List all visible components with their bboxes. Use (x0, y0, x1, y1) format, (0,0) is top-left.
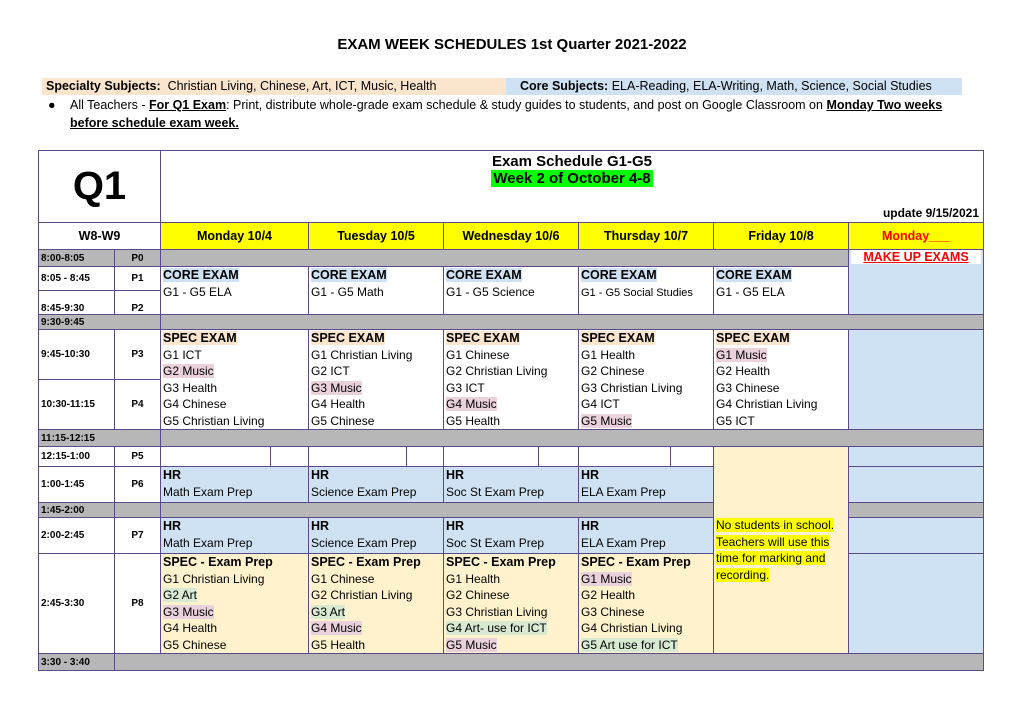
spec-prep-mon: SPEC - Exam Prep G1 Christian Living G2 Art G3 Music G4 Health G5 Chinese (161, 554, 309, 654)
day-wednesday: Wednesday 10/6 (444, 223, 579, 250)
period-p1: P1 (115, 267, 161, 291)
spec-exam-wed: SPEC EXAM G1 Chinese G2 Christian Living G3 ICT G4 Music G5 Health (444, 330, 579, 430)
p5-cell (671, 447, 714, 467)
day-thursday: Thursday 10/7 (579, 223, 714, 250)
gray-bar (849, 503, 984, 518)
time-p6: 1:00-1:45 (39, 467, 115, 503)
period-p0: P0 (115, 250, 161, 267)
period-p2: P2 (115, 291, 161, 315)
core-exam-thu: CORE EXAM G1 - G5 Social Studies (579, 267, 714, 315)
schedule-title: Exam Schedule G1-G5 (491, 153, 653, 170)
hr-prep-wed: HR Soc St Exam Prep (444, 467, 579, 503)
makeup-cell (849, 447, 984, 467)
day-friday: Friday 10/8 (714, 223, 849, 250)
hr-prep-thu: HR ELA Exam Prep (579, 467, 714, 503)
subjects-legend (42, 78, 962, 95)
instr-text-4: Monday Two weeks before schedule exam week. (70, 98, 943, 130)
specialty-label: Specialty Subjects: (46, 79, 161, 93)
makeup-cell (849, 554, 984, 654)
period-p3: P3 (115, 330, 161, 380)
core-list: ELA-Reading, ELA-Writing, Math, Science, Social Studies (611, 79, 932, 93)
teacher-instructions (48, 96, 972, 132)
spec-exam-fri: SPEC EXAM G1 Music G2 Health G3 Chinese G4 Christian Living G5 ICT (714, 330, 849, 430)
bullet-icon: ● (48, 98, 56, 112)
hr-prep-tue: HR Science Exam Prep (309, 467, 444, 503)
period-p7: P7 (115, 518, 161, 554)
gray-bar (115, 654, 984, 671)
time-break-3: 1:45-2:00 (39, 503, 115, 518)
time-p7: 2:00-2:45 (39, 518, 115, 554)
time-p8: 2:45-3:30 (39, 554, 115, 654)
schedule-header (161, 151, 984, 223)
core-exam-wed: CORE EXAM G1 - G5 Science (444, 267, 579, 315)
period-p8: P8 (115, 554, 161, 654)
hr-prep-tue-p7: HR Science Exam Prep (309, 518, 444, 554)
exam-schedule-table (38, 150, 984, 671)
hr-prep-mon-p7: HR Math Exam Prep (161, 518, 309, 554)
core-exam-fri: CORE EXAM G1 - G5 ELA (714, 267, 849, 315)
gray-bar (161, 430, 984, 447)
spec-exam-tue: SPEC EXAM G1 Christian Living G2 ICT G3 Music G4 Health G5 Chinese (309, 330, 444, 430)
time-p0: 8:00-8:05 (39, 250, 115, 267)
day-tuesday: Tuesday 10/5 (309, 223, 444, 250)
gray-bar (161, 503, 714, 518)
update-date: update 9/15/2021 (882, 206, 979, 220)
time-p3: 9:45-10:30 (39, 330, 115, 380)
time-p5: 12:15-1:00 (39, 447, 115, 467)
no-students-note: No students in school. Teachers will use this time for marking and recording. (714, 447, 849, 654)
core-exam-mon: CORE EXAM G1 - G5 ELA (161, 267, 309, 315)
makeup-exams: MAKE UP EXAMS (849, 250, 984, 315)
spec-prep-tue: SPEC - Exam Prep G1 Chinese G2 Christian Living G3 Art G4 Music G5 Health (309, 554, 444, 654)
spec-prep-wed: SPEC - Exam Prep G1 Health G2 Chinese G3 Christian Living G4 Art- use for ICT G5 Music (444, 554, 579, 654)
makeup-cell (849, 330, 984, 430)
period-p6: P6 (115, 467, 161, 503)
gray-bar (161, 250, 849, 267)
instr-text-3: : Print, distribute whole-grade exam schedule & study guides to students, and post on Google Classroom on (226, 98, 827, 112)
spec-exam-thu: SPEC EXAM G1 Health G2 Chinese G3 Christian Living G4 ICT G5 Music (579, 330, 714, 430)
day-makeup: Monday___ (849, 223, 984, 250)
gray-bar (115, 503, 161, 518)
time-break-2: 11:15-12:15 (39, 430, 161, 447)
p5-cell (161, 447, 271, 467)
hr-prep-wed-p7: HR Soc St Exam Prep (444, 518, 579, 554)
hr-prep-thu-p7: HR ELA Exam Prep (579, 518, 714, 554)
core-subjects (506, 78, 962, 95)
p5-cell (444, 447, 539, 467)
schedule-week: Week 2 of October 4-8 (493, 170, 651, 187)
quarter-label: Q1 (39, 151, 161, 223)
period-p5: P5 (115, 447, 161, 467)
core-label: Core Subjects: (520, 79, 609, 93)
gray-bar (161, 315, 984, 330)
time-p1: 8:05 - 8:45 (39, 267, 115, 291)
p5-cell (539, 447, 579, 467)
time-break-4: 3:30 - 3:40 (39, 654, 115, 671)
p5-cell (579, 447, 671, 467)
weeks-label: W8-W9 (39, 223, 161, 250)
p5-cell (407, 447, 444, 467)
period-p4: P4 (115, 380, 161, 430)
makeup-cell (849, 467, 984, 503)
instr-text-2: For Q1 Exam (148, 98, 227, 112)
spec-prep-thu: SPEC - Exam Prep G1 Music G2 Health G3 Chinese G4 Christian Living G5 Art use for ICT (579, 554, 714, 654)
page-title: EXAM WEEK SCHEDULES 1st Quarter 2021-2022 (337, 36, 687, 53)
p5-cell (271, 447, 309, 467)
specialty-subjects (42, 78, 506, 95)
time-break-1: 9:30-9:45 (39, 315, 161, 330)
instr-text-1: All Teachers - (70, 98, 149, 112)
core-exam-tue: CORE EXAM G1 - G5 Math (309, 267, 444, 315)
time-p4: 10:30-11:15 (39, 380, 115, 430)
p5-cell (309, 447, 407, 467)
makeup-cell (849, 518, 984, 554)
specialty-list: Christian Living, Chinese, Art, ICT, Music, Health (167, 79, 437, 93)
spec-exam-mon: SPEC EXAM G1 ICT G2 Music G3 Health G4 Chinese G5 Christian Living (161, 330, 309, 430)
time-p2: 8:45-9:30 (39, 291, 115, 315)
hr-prep-mon: HR Math Exam Prep (161, 467, 309, 503)
day-monday: Monday 10/4 (161, 223, 309, 250)
